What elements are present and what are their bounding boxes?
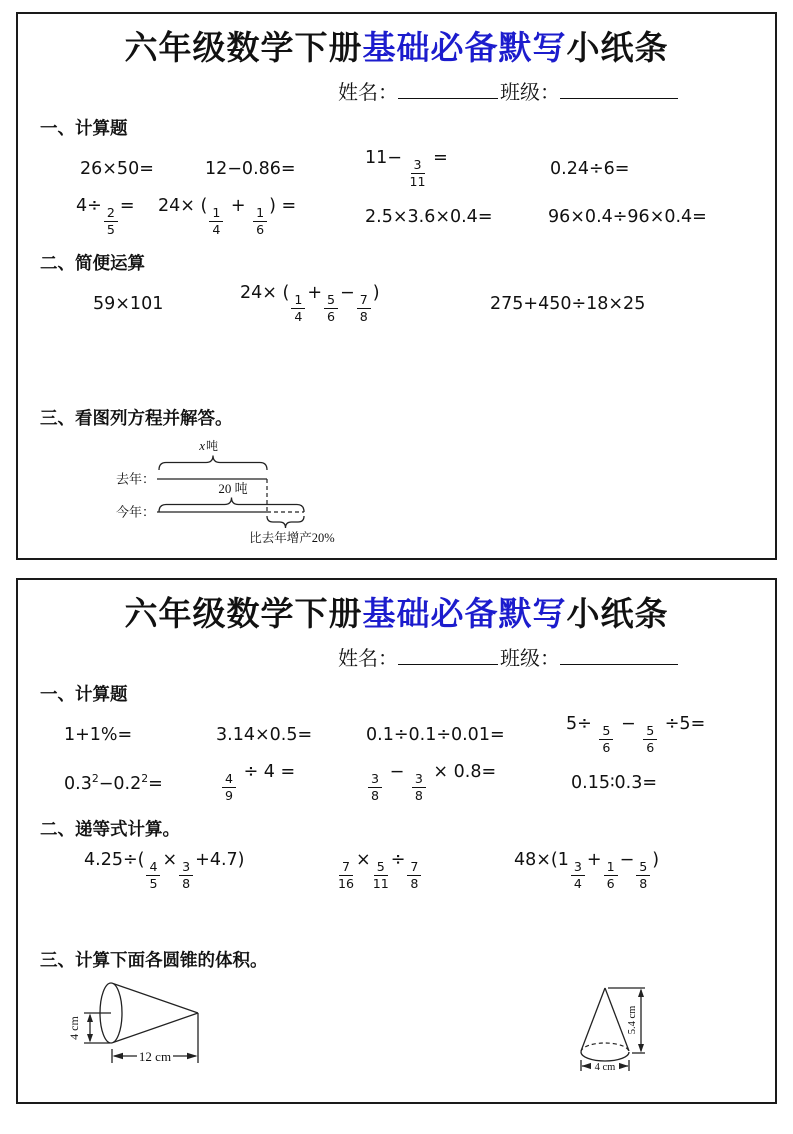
cone-diagrams [18,972,775,1080]
x-tons-variable: x [199,437,205,453]
worksheet-page-1 [16,12,777,560]
x-tons-unit: 吨 [206,438,219,453]
title-suffix: 小纸条 [566,594,669,633]
section-2-heading: 二、简便运算 [40,253,145,274]
cone-diagram-right [553,980,655,1078]
diameter-dimension-label: 4 cm [594,1061,616,1073]
amount-label: 20 吨 [218,480,248,496]
name-blank-line [398,645,498,665]
name-blank-line [398,79,498,99]
math-problem: 26×50= [80,158,154,179]
problem-row [18,845,775,897]
math-problem: 24× ( $\frac{1}{4}$ + $\frac{5}{6}$ − $\frac{7}{8}$ ) [240,282,380,324]
cone-diagram-left [38,980,210,1080]
title-suffix: 小纸条 [566,28,669,67]
math-problem: $\frac{3}{8}$ − $\frac{3}{8}$ × 0.8= [366,762,571,803]
cone-side-line [605,988,629,1051]
math-problem: 11− $\frac{3}{11}$ = [365,147,448,189]
section-3-heading: 三、看图列方程并解答。 [40,408,233,429]
worksheet-page-2 [16,578,777,1104]
class-label: 班级： [500,647,560,670]
math-problem: 48×(1 $\frac{3}{4}$ + $\frac{1}{6}$ − $\frac{5}{8}$ ) [514,849,660,891]
top-brace [159,455,267,470]
problem-row [18,194,775,240]
this-year-label: 今年： [116,504,156,520]
cone-side-line [113,983,198,1013]
increase-note-label: 比去年增产20% [249,530,335,545]
title-prefix: 六年级数学下册 [124,28,363,67]
math-problem: 4.25÷( $\frac{4}{5}$ × $\frac{3}{8}$ +4.7) [84,849,245,891]
cone-side-line [113,1013,198,1043]
class-blank-line [560,79,678,99]
class-blank-line [560,645,678,665]
name-class-line [338,642,775,671]
section-3-heading: 三、计算下面各圆锥的体积。 [40,950,268,971]
math-problem: 24× ( $\frac{1}{4}$ + $\frac{1}{6}$ ) = [158,195,297,237]
math-problem: 3.14×0.5= [216,724,313,745]
cone-base-back-arc [581,1043,629,1052]
math-problem: 59×101 [93,293,164,314]
section-2-heading: 二、递等式计算。 [40,819,180,840]
name-label: 姓名： [338,81,398,104]
last-year-label: 去年： [116,471,156,487]
math-problem: 275+450÷18×25 [490,293,646,314]
math-problem: 96×0.4÷96×0.4= [548,206,707,227]
cone-side-line [581,988,605,1051]
height-dimension-label: 5.4 cm [627,1005,638,1034]
bar-model-diagram [102,436,368,548]
problem-row [18,712,775,758]
cone-base-front-arc [581,1052,629,1061]
height-dimension-label: 12 cm [138,1048,172,1064]
section-1-heading: 一、计算题 [40,684,128,705]
math-problem: 1+1%= [64,724,133,745]
page-title [18,28,775,68]
middle-brace [159,497,304,512]
math-problem: 5÷ $\frac{5}{6}$ − $\frac{5}{6}$ ÷5= [566,713,706,755]
math-problem: 2.5×3.6×0.4= [365,206,493,227]
math-problem: 0.24÷6= [550,158,630,179]
math-problem: 0.15∶0.3= [571,772,658,793]
name-label: 姓名： [338,647,398,670]
name-class-line [338,76,775,105]
radius-dimension-label: 4 cm [67,1015,81,1040]
math-problem: $\frac{4}{9}$ ÷ 4 = [220,762,366,803]
title-highlight: 基础必备默写 [362,28,567,67]
problem-row [18,760,775,806]
problem-row [18,279,775,329]
class-label: 班级： [500,81,560,104]
math-problem: $\frac{7}{16}$ × $\frac{5}{11}$ ÷ $\frac{7}{8}$ [336,850,514,891]
math-problem: 4÷ $\frac{2}{5}$ = [76,195,135,237]
problem-row [18,146,775,192]
title-prefix: 六年级数学下册 [124,594,363,633]
section-1-heading: 一、计算题 [40,118,128,139]
under-brace [267,516,304,528]
math-problem: 0.1÷0.1÷0.01= [366,724,505,745]
page-title [18,594,775,634]
math-problem: 12−0.86= [205,158,296,179]
title-highlight: 基础必备默写 [362,594,567,633]
math-problem: $0.3^2-0.2^2=$ [64,771,163,794]
